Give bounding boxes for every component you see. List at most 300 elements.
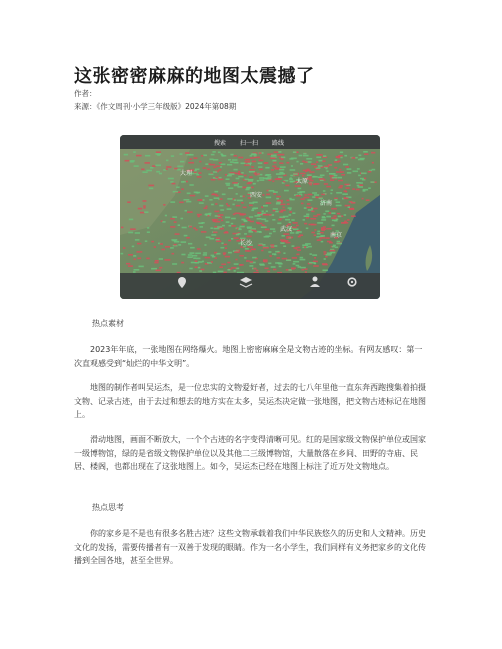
- map-site-marker: [270, 228, 275, 230]
- map-site-marker: [271, 169, 274, 171]
- map-site-marker: [200, 199, 202, 201]
- map-site-marker: [214, 228, 220, 230]
- map-site-marker: [314, 235, 317, 237]
- map-site-marker: [321, 241, 324, 243]
- map-site-marker: [298, 188, 302, 190]
- map-site-marker: [198, 216, 200, 218]
- map-site-marker: [193, 257, 196, 259]
- map-site-marker: [323, 251, 326, 253]
- map-site-marker: [316, 161, 318, 163]
- map-site-marker: [331, 212, 335, 214]
- map-site-marker: [335, 247, 338, 249]
- map-site-marker: [314, 166, 317, 168]
- map-site-marker: [330, 179, 334, 181]
- map-site-marker: [241, 219, 245, 221]
- map-site-marker: [259, 264, 264, 266]
- map-site-marker: [198, 261, 202, 263]
- map-site-marker: [276, 203, 281, 205]
- map-site-marker: [215, 257, 218, 259]
- map-site-marker: [216, 239, 220, 241]
- map-site-marker: [156, 171, 160, 173]
- map-site-marker: [306, 228, 309, 230]
- map-site-marker: [288, 269, 291, 271]
- map-site-marker: [356, 189, 360, 191]
- map-site-marker: [266, 194, 270, 196]
- map-site-marker: [311, 163, 316, 165]
- map-site-marker: [234, 169, 238, 171]
- map-site-marker: [318, 177, 323, 179]
- map-site-marker: [305, 243, 311, 245]
- map-site-marker: [249, 205, 253, 207]
- map-site-marker: [319, 237, 325, 239]
- map-site-marker: [326, 228, 332, 230]
- map-site-marker: [331, 189, 333, 191]
- map-site-marker: [175, 233, 180, 235]
- map-site-marker: [155, 260, 159, 262]
- map-site-marker: [313, 265, 319, 267]
- map-site-marker: [197, 248, 201, 250]
- map-site-marker: [213, 171, 217, 173]
- map-site-marker: [140, 212, 145, 214]
- map-site-marker: [238, 186, 243, 188]
- map-site-marker: [329, 212, 332, 214]
- map-site-marker: [273, 162, 276, 164]
- map-site-marker: [276, 202, 281, 204]
- map-site-marker: [328, 164, 332, 166]
- map-site-marker: [186, 237, 190, 239]
- map-site-marker: [314, 229, 316, 231]
- map-site-marker: [235, 213, 241, 215]
- map-site-marker: [344, 221, 347, 223]
- map-site-marker: [214, 191, 218, 193]
- map-site-marker: [344, 184, 349, 186]
- map-site-marker: [283, 175, 286, 177]
- map-site-marker: [180, 153, 183, 155]
- map-site-marker: [311, 224, 317, 226]
- map-site-marker: [276, 173, 281, 175]
- map-site-marker: [133, 151, 136, 153]
- map-site-marker: [278, 219, 281, 221]
- map-site-marker: [209, 238, 214, 240]
- map-site-marker: [288, 207, 292, 209]
- map-site-marker: [240, 255, 244, 257]
- map-site-marker: [250, 261, 253, 263]
- map-site-marker: [221, 243, 223, 245]
- map-site-marker: [165, 259, 171, 261]
- map-site-marker: [267, 271, 270, 273]
- map-site-marker: [324, 258, 326, 260]
- map-site-marker: [202, 261, 204, 263]
- map-site-marker: [225, 183, 230, 185]
- map-site-marker: [233, 162, 238, 164]
- map-site-marker: [225, 256, 230, 258]
- map-site-marker: [272, 219, 275, 221]
- map-site-marker: [338, 187, 342, 189]
- map-site-marker: [368, 171, 372, 173]
- map-site-marker: [213, 167, 216, 169]
- map-site-marker: [277, 223, 281, 225]
- map-site-marker: [320, 175, 325, 177]
- map-site-marker: [199, 270, 202, 272]
- map-site-marker: [268, 251, 271, 253]
- map-site-marker: [211, 179, 216, 181]
- map-site-marker: [159, 173, 162, 175]
- map-site-marker: [299, 234, 303, 236]
- map-site-marker: [138, 208, 142, 210]
- map-site-marker: [133, 255, 136, 257]
- map-site-marker: [204, 207, 208, 209]
- map-site-marker: [239, 264, 244, 266]
- map-site-marker: [311, 211, 314, 213]
- map-site-marker: [201, 231, 207, 233]
- map-site-marker: [205, 195, 209, 197]
- map-site-marker: [303, 170, 309, 172]
- map-site-marker: [214, 211, 219, 213]
- map-site-marker: [290, 169, 296, 171]
- map-site-marker: [238, 233, 241, 235]
- map-site-marker: [267, 176, 271, 178]
- map-site-marker: [202, 199, 204, 201]
- map-site-marker: [170, 247, 174, 249]
- map-site-marker: [263, 205, 268, 207]
- map-site-marker: [197, 176, 202, 178]
- map-site-marker: [231, 218, 236, 220]
- map-site-marker: [215, 203, 217, 205]
- map-site-marker: [338, 155, 343, 157]
- map-site-marker: [296, 195, 301, 197]
- map-site-marker: [204, 244, 206, 246]
- map-site-marker: [259, 160, 264, 162]
- map-site-marker: [172, 183, 176, 185]
- map-site-marker: [143, 205, 146, 207]
- map-site-marker: [261, 206, 263, 208]
- map-site-marker: [238, 176, 243, 178]
- map-site-marker: [208, 215, 210, 217]
- map-site-marker: [334, 220, 338, 222]
- map-site-marker: [290, 181, 296, 183]
- map-site-marker: [249, 171, 255, 173]
- map-site-marker: [236, 178, 240, 180]
- paragraph-material-3: 滑动地图，画面不断放大，一个个古迹的名字变得清晰可见。红的是国家级文物保护单位或国家一级博物馆，绿的是省级文物保护单位以及其他二三级博物馆，大量散落在乡间、田野的寺庙、民居、楼阁，也都出现在了这张地图上。如今，吴运杰已经在地图上标注了近万处文物地点。: [74, 435, 426, 471]
- map-site-marker: [308, 194, 313, 196]
- map-site-marker: [171, 155, 174, 157]
- map-site-marker: [277, 257, 281, 259]
- map-site-marker: [247, 250, 251, 252]
- map-site-marker: [224, 244, 227, 246]
- map-site-marker: [166, 166, 171, 168]
- map-site-marker: [291, 165, 293, 167]
- map-site-marker: [166, 168, 168, 170]
- map-site-marker: [213, 232, 218, 234]
- map-site-marker: [249, 169, 255, 171]
- map-site-marker: [283, 181, 285, 183]
- map-site-marker: [280, 154, 284, 156]
- map-site-marker: [252, 161, 256, 163]
- map-site-marker: [335, 159, 338, 161]
- map-site-marker: [159, 258, 163, 260]
- svg-text:太原: 太原: [296, 178, 309, 185]
- map-site-marker: [290, 177, 292, 179]
- map-site-marker: [312, 192, 317, 194]
- map-site-marker: [181, 254, 185, 256]
- map-site-marker: [368, 187, 371, 189]
- map-site-marker: [196, 174, 199, 176]
- map-site-marker: [320, 235, 325, 237]
- map-site-marker: [265, 167, 269, 169]
- map-site-marker: [205, 163, 208, 165]
- map-site-marker: [266, 210, 268, 212]
- map-site-marker: [302, 161, 304, 163]
- map-site-marker: [182, 227, 187, 229]
- map-site-marker: [280, 204, 286, 206]
- map-site-marker: [293, 261, 299, 263]
- map-site-marker: [250, 221, 254, 223]
- map-site-marker: [326, 254, 332, 256]
- map-site-marker: [263, 247, 269, 249]
- map-site-marker: [251, 187, 254, 189]
- map-site-marker: [358, 186, 363, 188]
- map-site-marker: [253, 202, 258, 204]
- map-site-marker: [243, 207, 247, 209]
- map-site-marker: [271, 155, 277, 157]
- map-site-marker: [293, 228, 299, 230]
- map-site-marker: [304, 268, 307, 270]
- map-site-marker: [262, 211, 264, 213]
- map-site-marker: [123, 247, 125, 249]
- map-site-marker: [242, 196, 245, 198]
- map-site-marker: [241, 224, 244, 226]
- map-site-marker: [254, 215, 260, 217]
- map-site-marker: [302, 175, 304, 177]
- map-site-marker: [304, 197, 310, 199]
- map-site-marker: [194, 170, 197, 172]
- map-site-marker: [231, 238, 233, 240]
- map-site-marker: [199, 161, 201, 163]
- map-site-marker: [163, 204, 165, 206]
- map-tab-search[interactable]: 搜索: [214, 140, 227, 147]
- map-site-marker: [308, 182, 312, 184]
- map-site-marker: [330, 193, 332, 195]
- map-site-marker: [225, 174, 227, 176]
- map-site-marker: [186, 201, 191, 203]
- map-site-marker: [323, 213, 325, 215]
- map-site-marker: [304, 207, 307, 209]
- map-site-marker: [314, 194, 319, 196]
- map-site-marker: [338, 177, 342, 179]
- map-site-marker: [135, 239, 140, 241]
- map-site-marker: [279, 172, 283, 174]
- map-site-marker: [303, 219, 305, 221]
- map-site-marker: [296, 161, 298, 163]
- map-site-marker: [201, 269, 205, 271]
- map-site-marker: [238, 171, 240, 173]
- map-site-marker: [286, 236, 290, 238]
- map-bottom-toolbar: [120, 273, 380, 299]
- map-site-marker: [292, 222, 297, 224]
- map-site-marker: [227, 164, 232, 166]
- map-site-marker: [346, 187, 350, 189]
- map-site-marker: [231, 267, 236, 269]
- map-site-marker: [132, 246, 135, 248]
- map-site-marker: [196, 258, 201, 260]
- map-site-marker: [277, 154, 280, 156]
- map-site-marker: [222, 194, 226, 196]
- map-site-marker: [227, 175, 232, 177]
- map-site-marker: [250, 155, 252, 157]
- map-site-marker: [262, 224, 265, 226]
- map-site-marker: [372, 162, 374, 164]
- map-site-marker: [261, 250, 263, 252]
- map-site-marker: [195, 253, 201, 255]
- map-site-marker: [152, 165, 156, 167]
- map-site-marker: [309, 180, 313, 182]
- map-site-marker: [180, 161, 184, 163]
- map-site-marker: [273, 269, 276, 271]
- map-site-marker: [143, 207, 145, 209]
- map-tab-scan[interactable]: 扫一扫: [240, 140, 259, 147]
- map-site-marker: [313, 176, 316, 178]
- map-site-marker: [234, 251, 240, 253]
- map-site-marker: [262, 244, 265, 246]
- map-site-marker: [250, 157, 254, 159]
- map-site-marker: [219, 162, 222, 164]
- map-site-marker: [283, 233, 289, 235]
- map-site-marker: [348, 206, 350, 208]
- heritage-map-graphic: [120, 135, 380, 299]
- map-site-marker: [257, 212, 261, 214]
- map-site-marker: [178, 224, 180, 226]
- map-site-marker: [296, 232, 299, 234]
- map-site-marker: [286, 162, 289, 164]
- map-site-marker: [351, 157, 355, 159]
- map-site-marker: [181, 218, 184, 220]
- paragraph-material-1: 2023年年底，一张地图在网络爆火。地图上密密麻麻全是文物古迹的坐标。有网友感叹：第一次直观感受到“灿烂的中华文明”。: [74, 345, 423, 368]
- map-site-marker: [179, 202, 184, 204]
- map-site-marker: [151, 241, 154, 243]
- map-site-marker: [264, 236, 269, 238]
- map-site-marker: [332, 225, 335, 227]
- map-site-marker: [144, 211, 148, 213]
- map-site-marker: [306, 158, 312, 160]
- map-site-marker: [155, 153, 161, 155]
- map-site-marker: [231, 225, 235, 227]
- map-site-marker: [234, 263, 239, 265]
- map-site-marker: [147, 231, 150, 233]
- map-site-marker: [303, 153, 306, 155]
- map-site-marker: [337, 213, 341, 215]
- map-site-marker: [208, 174, 213, 176]
- map-site-marker: [313, 261, 318, 263]
- map-site-marker: [265, 174, 270, 176]
- map-site-marker: [192, 255, 197, 257]
- map-site-marker: [301, 203, 304, 205]
- map-site-marker: [275, 179, 281, 181]
- map-site-marker: [170, 226, 175, 228]
- map-site-marker: [129, 160, 134, 162]
- map-site-marker: [351, 215, 356, 217]
- map-site-marker: [263, 260, 265, 262]
- map-site-marker: [304, 194, 306, 196]
- map-site-marker: [190, 195, 196, 197]
- map-site-marker: [296, 225, 299, 227]
- map-site-marker: [289, 198, 291, 200]
- map-site-marker: [221, 154, 223, 156]
- map-site-marker: [327, 252, 332, 254]
- map-site-marker: [296, 247, 300, 249]
- map-site-marker: [286, 200, 289, 202]
- map-tab-route[interactable]: 路线: [272, 140, 285, 147]
- map-site-marker: [278, 263, 282, 265]
- map-site-marker: [193, 227, 196, 229]
- svg-text:长沙: 长沙: [240, 240, 253, 247]
- map-site-marker: [214, 252, 217, 254]
- map-site-marker: [279, 266, 282, 268]
- map-site-marker: [218, 214, 224, 216]
- map-site-marker: [291, 158, 297, 160]
- map-site-marker: [292, 257, 297, 259]
- map-site-marker: [302, 269, 305, 271]
- map-site-marker: [322, 217, 326, 219]
- map-site-marker: [258, 166, 262, 168]
- map-site-marker: [205, 206, 207, 208]
- map-site-marker: [173, 191, 178, 193]
- map-site-marker: [216, 240, 221, 242]
- article-title: 这张密密麻麻的地图太震撼了: [74, 66, 315, 87]
- map-site-marker: [324, 166, 329, 168]
- map-site-marker: [233, 214, 236, 216]
- map-site-marker: [244, 233, 247, 235]
- map-site-marker: [252, 208, 256, 210]
- map-site-marker: [293, 151, 297, 153]
- map-site-marker: [195, 260, 198, 262]
- map-site-marker: [358, 159, 364, 161]
- map-site-marker: [271, 266, 276, 268]
- map-site-marker: [355, 157, 358, 159]
- map-site-marker: [247, 227, 251, 229]
- map-site-marker: [124, 154, 128, 156]
- map-site-marker: [319, 160, 323, 162]
- map-site-marker: [304, 246, 306, 248]
- map-site-marker: [364, 153, 368, 155]
- map-site-marker: [284, 190, 289, 192]
- map-site-marker: [331, 217, 334, 219]
- map-site-marker: [321, 194, 325, 196]
- map-site-marker: [194, 172, 197, 174]
- map-site-marker: [277, 251, 279, 253]
- map-site-marker: [273, 231, 276, 233]
- map-site-marker: [244, 164, 249, 166]
- map-site-marker: [308, 246, 312, 248]
- map-site-marker: [345, 191, 347, 193]
- map-site-marker: [213, 272, 216, 274]
- map-site-marker: [261, 219, 266, 221]
- map-site-marker: [228, 240, 231, 242]
- map-site-marker: [181, 188, 184, 190]
- map-site-marker: [265, 229, 270, 231]
- map-site-marker: [343, 164, 348, 166]
- map-site-marker: [245, 248, 249, 250]
- map-site-marker: [193, 157, 197, 159]
- map-site-marker: [329, 242, 333, 244]
- map-site-marker: [170, 181, 173, 183]
- map-site-marker: [273, 208, 278, 210]
- map-site-marker: [269, 233, 272, 235]
- map-site-marker: [176, 187, 180, 189]
- map-site-marker: [334, 215, 337, 217]
- map-site-marker: [326, 170, 328, 172]
- svg-text:大理: 大理: [180, 170, 193, 177]
- map-site-marker: [280, 242, 284, 244]
